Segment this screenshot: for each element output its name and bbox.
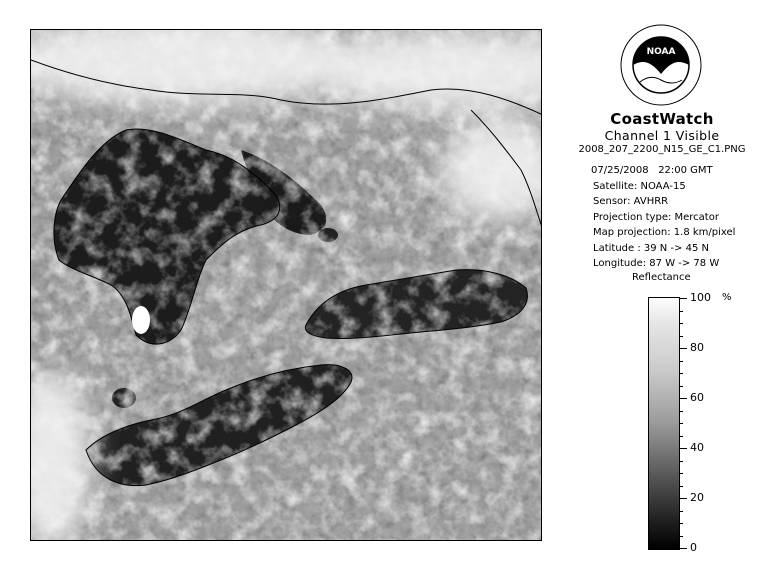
scale-tick bbox=[680, 498, 687, 499]
scale-minor-tick bbox=[680, 411, 683, 412]
scale-unit: % bbox=[722, 292, 732, 303]
scale-minor-tick bbox=[680, 336, 683, 337]
scale-minor-tick bbox=[680, 536, 683, 537]
satellite-value: Satellite: NOAA-15 bbox=[593, 180, 686, 192]
time-value: 22:00 GMT bbox=[658, 165, 713, 176]
scale-tick-label: 40 bbox=[690, 441, 704, 454]
scale-tick bbox=[680, 548, 687, 549]
scale-minor-tick bbox=[680, 523, 683, 524]
noaa-logo bbox=[620, 24, 702, 106]
scale-tick bbox=[680, 348, 687, 349]
title-block bbox=[568, 110, 756, 157]
svg-text:NOAA: NOAA bbox=[646, 47, 676, 57]
scale-tick-label: 80 bbox=[690, 341, 704, 354]
scale-minor-tick bbox=[680, 361, 683, 362]
projection-type-value: Projection type: Mercator bbox=[593, 211, 719, 223]
scale-tick bbox=[680, 398, 687, 399]
scale-minor-tick bbox=[680, 461, 683, 462]
scale-axis bbox=[680, 291, 720, 554]
scale-minor-tick bbox=[680, 486, 683, 487]
scale-minor-tick bbox=[680, 473, 683, 474]
satellite-image-graphic bbox=[31, 30, 542, 541]
map-projection-value: Map projection: 1.8 km/pixel bbox=[593, 227, 736, 238]
scale-minor-tick bbox=[680, 323, 683, 324]
app-title: CoastWatch bbox=[610, 110, 714, 128]
scale-minor-tick bbox=[680, 373, 683, 374]
scale-tick-label: 100 bbox=[690, 291, 711, 304]
scale-minor-tick bbox=[680, 311, 683, 312]
scale-minor-tick bbox=[680, 436, 683, 437]
scale-title: Reflectance bbox=[632, 272, 691, 283]
file-name: 2008_207_2200_N15_GE_C1.PNG bbox=[578, 144, 746, 155]
scale-tick bbox=[680, 448, 687, 449]
reflectance-colorbar bbox=[648, 297, 680, 550]
channel-label: Channel 1 Visible bbox=[604, 128, 720, 143]
scale-tick-label: 0 bbox=[690, 541, 697, 554]
satellite-image bbox=[30, 29, 542, 541]
scale-minor-tick bbox=[680, 386, 683, 387]
longitude-value: Longitude: 87 W -> 78 W bbox=[593, 258, 720, 269]
sensor-value: Sensor: AVHRR bbox=[593, 196, 669, 207]
scale-minor-tick bbox=[680, 423, 683, 424]
datetime bbox=[591, 163, 711, 179]
scale-minor-tick bbox=[680, 511, 683, 512]
metadata-panel bbox=[593, 163, 735, 272]
scale-tick-label: 60 bbox=[690, 391, 704, 404]
date-value: 07/25/2008 bbox=[591, 165, 649, 176]
scale-tick bbox=[680, 298, 687, 299]
latitude-value: Latitude : 39 N -> 45 N bbox=[593, 242, 709, 254]
scale-tick-label: 20 bbox=[690, 491, 704, 504]
